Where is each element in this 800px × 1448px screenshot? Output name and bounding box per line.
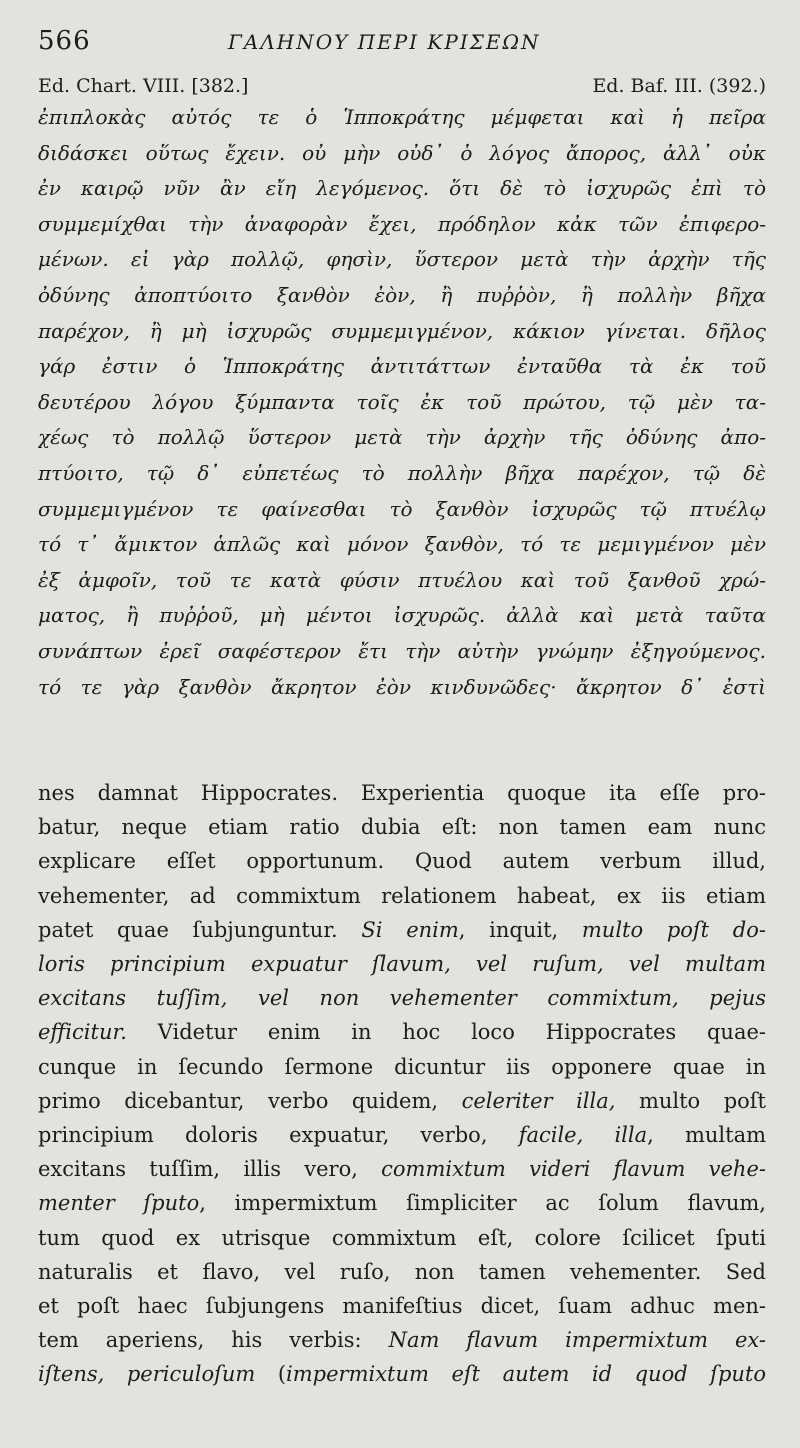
latin-line: [38, 844, 766, 878]
greek-line: ἐπιπλοκὰς αὐτός τε ὁ Ἱπποκράτης μέμφεται καὶ ἡ πεῖρα: [38, 105, 766, 129]
latin-line: [38, 1255, 766, 1289]
latin-text-segment: excitans tuſſim, illis vero,: [38, 1157, 382, 1182]
greek-line: μένων. εἰ γὰρ πολλῷ, φησὶν, ὕστερον μετὰ τὴν ἀρχὴν τῆς: [38, 247, 766, 272]
latin-text-segment: , impermixtum ſimpliciter ac ſolum flavum,: [199, 1191, 766, 1216]
latin-italic-segment: iſtens, periculoſum: [38, 1362, 256, 1387]
latin-text-segment: et poſt haec ſubjungens manifeſtius dicet, ſuam adhuc men-: [38, 1294, 766, 1319]
latin-text-segment: cunque in ſecundo ſermone dicuntur iis opponere quae in: [38, 1054, 766, 1079]
latin-line: [38, 1050, 766, 1084]
greek-line: γάρ ἐστιν ὁ Ἱπποκράτης ἀντιτάττων ἐνταῦθα τὰ ἐκ τοῦ: [38, 354, 766, 379]
running-title: ΓΑΛΗΝΟΥ ΠΕΡΙ ΚΡΙΣΕΩΝ: [228, 30, 541, 54]
latin-line: [38, 913, 766, 947]
latin-text-segment: (: [255, 1362, 287, 1387]
latin-italic-segment: menter ſputo: [38, 1191, 200, 1216]
greek-line: συμμεμίχθαι τὴν ἀναφορὰν ἔχει, πρόδηλον κἀκ τῶν ἐπιφερο-: [38, 211, 766, 236]
edition-right: Ed. Baf. III. (392.): [592, 75, 766, 97]
greek-line: τό τ᾽ ἄμικτον ἁπλῶς καὶ μόνον ξανθὸν, τό τε μεμιγμένον μὲν: [38, 532, 766, 557]
latin-line: [38, 1357, 766, 1391]
page-header: [38, 0, 766, 56]
greek-line: διδάσκει οὕτως ἔχειν. οὐ μὴν οὐδ᾽ ὁ λόγος ἄπορος, ἀλλ᾽ οὐκ: [38, 140, 766, 165]
greek-line: συνάπτων ἐρεῖ σαφέστερον ἔτι τὴν αὐτὴν γνώμην ἐξηγούμενος.: [38, 638, 766, 663]
latin-italic-segment: loris principium expuatur ſlavum, vel ruſum, vel multam: [38, 952, 766, 977]
latin-line: [38, 776, 766, 810]
greek-line: ματος, ἢ πυῤῥοῦ, μὴ μέντοι ἰσχυρῶς. ἀλλὰ καὶ μετὰ ταῦτα: [38, 603, 766, 628]
latin-text-segment: nes damnat Hippocrates. Experientia quoque ita eſſe pro-: [38, 781, 766, 805]
latin-text-segment: naturalis et flavo, vel ruſo, non tamen vehementer. Sed: [38, 1259, 766, 1284]
latin-italic-segment: multo poſt do-: [581, 917, 766, 942]
greek-line: τό τε γὰρ ξανθὸν ἄκρητον ἐὸν κινδυνῶδες· ἄκρητον δ᾽ ἐστὶ: [38, 674, 766, 699]
latin-italic-segment: excitans tuſſim, vel non vehementer commixtum, pejus: [38, 986, 766, 1011]
latin-line: [38, 1118, 766, 1152]
greek-line: χέως τὸ πολλῷ ὕστερον μετὰ τὴν ἀρχὴν τῆς ὀδύνης ἀπο-: [38, 425, 766, 450]
latin-line: [38, 981, 766, 1015]
edition-left: Ed. Chart. VIII. [382.]: [38, 75, 249, 97]
latin-italic-segment: impermixtum eſt autem id quod ſputo: [286, 1362, 766, 1387]
page-number: 566: [38, 26, 91, 56]
greek-line: συμμεμιγμένον τε φαίνεσθαι τὸ ξανθὸν ἰσχυρῶς τῷ πτυέλῳ: [38, 496, 766, 521]
latin-text-block: [38, 776, 766, 1392]
latin-text-segment: tum quod ex utrisque commixtum eſt, colore ſcilicet ſputi: [38, 1225, 766, 1250]
latin-text-segment: patet quae ſubjunguntur.: [38, 917, 362, 942]
greek-line: παρέχον, ἢ μὴ ἰσχυρῶς συμμεμιγμένον, κάκιον γίνεται. δῆλος: [38, 318, 766, 343]
greek-line: δευτέρου λόγου ξύμπαντα τοῖς ἐκ τοῦ πρώτου, τῷ μὲν τα-: [38, 389, 766, 414]
latin-italic-segment: Nam flavum impermixtum ex-: [388, 1328, 766, 1353]
greek-line: ὀδύνης ἀποπτύοιτο ξανθὸν ἐὸν, ἢ πυῤῥὸν, ἢ πολλὴν βῆχα: [38, 282, 766, 307]
latin-italic-segment: commixtum videri flavum vehe-: [381, 1157, 766, 1182]
latin-text-segment: principium doloris expuatur, verbo,: [38, 1123, 519, 1148]
latin-line: [38, 1289, 766, 1323]
latin-line: [38, 947, 766, 981]
latin-line: [38, 1152, 766, 1186]
latin-text-segment: vehementer, ad commixtum relationem habeat, ex iis etiam: [38, 883, 766, 908]
latin-text-segment: Videtur enim in hoc loco Hippocrates quae-: [126, 1020, 766, 1045]
latin-text-segment: tem aperiens, his verbis:: [38, 1328, 389, 1353]
greek-line: πτύοιτο, τῷ δ᾽ εὐπετέως τὸ πολλὴν βῆχα παρέχον, τῷ δὲ: [38, 460, 766, 485]
greek-line: ἐξ ἀμφοῖν, τοῦ τε κατὰ φύσιν πτυέλου καὶ τοῦ ξανθοῦ χρώ-: [38, 567, 766, 592]
latin-italic-segment: efficitur.: [38, 1020, 127, 1045]
latin-text-segment: multo poſt: [615, 1088, 766, 1113]
latin-italic-segment: facile, illa: [518, 1123, 648, 1148]
latin-line: [38, 1015, 766, 1049]
latin-text-segment: batur, neque etiam ratio dubia eſt: non tamen eam nunc: [38, 815, 766, 840]
greek-text-block: [38, 100, 766, 705]
greek-line: ἐν καιρῷ νῦν ἂν εἴη λεγόμενος. ὅτι δὲ τὸ ἰσχυρῶς ἐπὶ τὸ: [38, 176, 766, 201]
latin-text-segment: explicare eſſet opportunum. Quod autem verbum illud,: [38, 849, 766, 874]
latin-line: [38, 1221, 766, 1255]
latin-line: [38, 879, 766, 913]
latin-line: [38, 810, 766, 844]
latin-text-segment: , multam: [647, 1123, 766, 1148]
edition-references: [38, 74, 766, 98]
latin-text-segment: , inquit,: [458, 917, 582, 942]
latin-line: [38, 1323, 766, 1357]
latin-italic-segment: celeriter illa,: [461, 1088, 616, 1113]
latin-line: [38, 1186, 766, 1220]
latin-line: [38, 1084, 766, 1118]
latin-italic-segment: Si enim: [361, 917, 459, 942]
latin-text-segment: primo dicebantur, verbo quidem,: [38, 1088, 462, 1113]
